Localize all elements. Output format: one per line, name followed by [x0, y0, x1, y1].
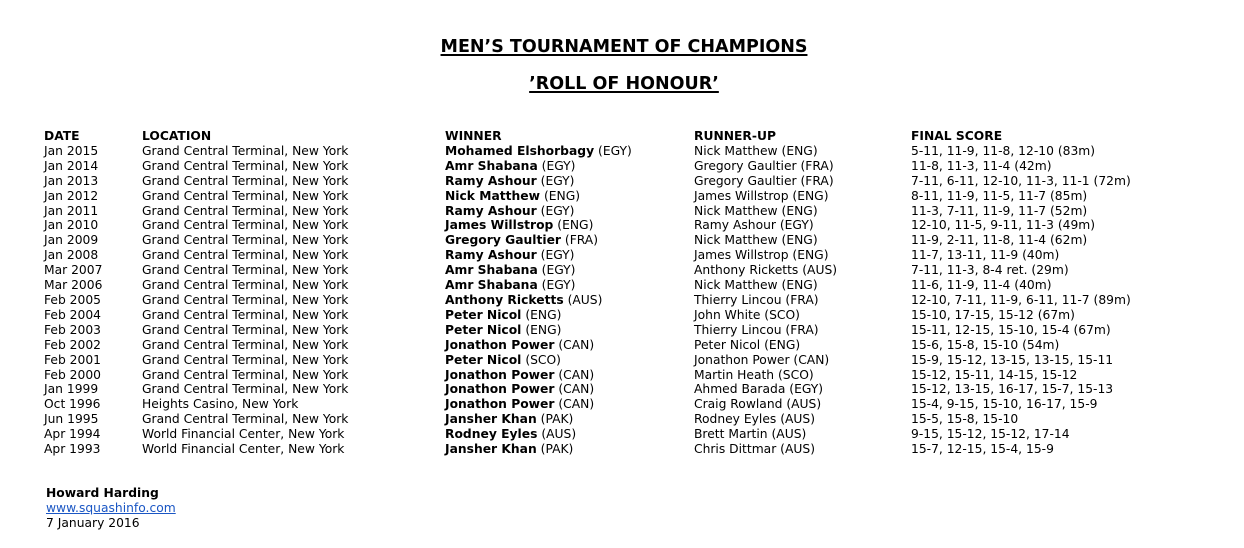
winner-cell — [445, 338, 694, 353]
date-cell: Feb 2001 — [44, 352, 101, 367]
table-row — [44, 442, 1151, 457]
date-cell: Apr 1993 — [44, 442, 101, 457]
winner-country: (ENG) — [525, 307, 562, 322]
winner-cell — [445, 308, 694, 323]
winner-cell — [445, 382, 694, 397]
runner-up-cell: Rodney Eyles (AUS) — [694, 412, 816, 427]
final-score-cell: 5-11, 11-9, 11-8, 12-10 (83m) — [911, 143, 1096, 158]
table-row — [44, 427, 1151, 442]
winner-cell — [445, 442, 694, 457]
roll-of-honour-table — [44, 129, 1151, 457]
winner-country: (EGY) — [540, 173, 575, 188]
header-final-score: FINAL SCORE — [911, 129, 1003, 143]
runner-up-cell: James Willstrop (ENG) — [694, 248, 829, 263]
winner-name: Ramy Ashour — [445, 203, 537, 218]
footer — [46, 486, 176, 531]
table-row — [44, 159, 1151, 174]
winner-country: (EGY) — [541, 278, 576, 293]
runner-up-cell: Brett Martin (AUS) — [694, 427, 807, 442]
final-score-cell: 8-11, 11-9, 11-5, 11-7 (85m) — [911, 188, 1088, 203]
winner-country: (AUS) — [541, 427, 577, 442]
winner-cell — [445, 159, 694, 174]
table-body — [44, 144, 1151, 457]
author-name: Howard Harding — [46, 486, 159, 500]
runner-up-cell: Chris Dittmar (AUS) — [694, 442, 815, 457]
location-cell: World Financial Center, New York — [142, 427, 345, 442]
winner-country: (AUS) — [567, 292, 603, 307]
final-score-cell: 9-15, 15-12, 15-12, 17-14 — [911, 427, 1070, 442]
table-row — [44, 338, 1151, 353]
page-title: MEN’S TOURNAMENT OF CHAMPIONS — [440, 37, 808, 57]
table-row — [44, 233, 1151, 248]
winner-cell — [445, 233, 694, 248]
date-cell: Jan 2010 — [44, 218, 99, 233]
winner-name: Rodney Eyles — [445, 427, 538, 442]
winner-name: Jonathon Power — [445, 337, 555, 352]
winner-country: (EGY) — [540, 248, 575, 263]
winner-name: James Willstrop — [445, 218, 554, 233]
location-cell: Heights Casino, New York — [142, 397, 299, 412]
date-cell: Jun 1995 — [44, 412, 99, 427]
final-score-cell: 12-10, 7-11, 11-9, 6-11, 11-7 (89m) — [911, 292, 1131, 307]
winner-cell — [445, 368, 694, 383]
runner-up-cell: Anthony Ricketts (AUS) — [694, 263, 838, 278]
winner-cell — [445, 412, 694, 427]
table-row — [44, 174, 1151, 189]
winner-country: (EGY) — [541, 263, 576, 278]
date-cell: Jan 2013 — [44, 173, 99, 188]
date-cell: Jan 2012 — [44, 188, 99, 203]
runner-up-cell: Ramy Ashour (EGY) — [694, 218, 814, 233]
location-cell: Grand Central Terminal, New York — [142, 188, 349, 203]
location-cell: Grand Central Terminal, New York — [142, 292, 349, 307]
location-cell: Grand Central Terminal, New York — [142, 173, 349, 188]
header-date: DATE — [44, 129, 80, 143]
location-cell: Grand Central Terminal, New York — [142, 322, 349, 337]
table-row — [44, 353, 1151, 368]
location-cell: Grand Central Terminal, New York — [142, 352, 349, 367]
table-row — [44, 323, 1151, 338]
location-cell: Grand Central Terminal, New York — [142, 203, 349, 218]
final-score-cell: 7-11, 6-11, 12-10, 11-3, 11-1 (72m) — [911, 173, 1131, 188]
date-cell: Mar 2007 — [44, 263, 103, 278]
table-row — [44, 308, 1151, 323]
winner-cell — [445, 204, 694, 219]
location-cell: Grand Central Terminal, New York — [142, 382, 349, 397]
date-cell: Feb 2003 — [44, 322, 101, 337]
final-score-cell: 15-12, 15-11, 14-15, 15-12 — [911, 367, 1078, 382]
winner-country: (CAN) — [558, 367, 595, 382]
location-cell: Grand Central Terminal, New York — [142, 233, 349, 248]
winner-name: Jansher Khan — [445, 412, 537, 427]
table-row — [44, 204, 1151, 219]
final-score-cell: 11-6, 11-9, 11-4 (40m) — [911, 278, 1052, 293]
winner-country: (PAK) — [540, 442, 574, 457]
table-row — [44, 144, 1151, 159]
location-cell: Grand Central Terminal, New York — [142, 278, 349, 293]
winner-name: Jonathon Power — [445, 382, 555, 397]
winner-cell — [445, 248, 694, 263]
winner-name: Anthony Ricketts — [445, 292, 564, 307]
final-score-cell: 15-4, 9-15, 15-10, 16-17, 15-9 — [911, 397, 1098, 412]
winner-cell — [445, 189, 694, 204]
winner-name: Jonathon Power — [445, 367, 555, 382]
date-cell: Jan 2011 — [44, 203, 99, 218]
runner-up-cell: John White (SCO) — [694, 307, 800, 322]
table-row — [44, 412, 1151, 427]
table-row — [44, 263, 1151, 278]
winner-country: (EGY) — [541, 158, 576, 173]
date-cell: Jan 2008 — [44, 248, 99, 263]
winner-cell — [445, 174, 694, 189]
winner-cell — [445, 293, 694, 308]
winner-name: Ramy Ashour — [445, 173, 537, 188]
date-cell: Feb 2004 — [44, 307, 101, 322]
winner-cell — [445, 353, 694, 368]
location-cell: Grand Central Terminal, New York — [142, 158, 349, 173]
winner-country: (ENG) — [525, 322, 562, 337]
publish-date: 7 January 2016 — [46, 516, 140, 530]
final-score-cell: 15-10, 17-15, 15-12 (67m) — [911, 307, 1075, 322]
winner-country: (EGY) — [540, 203, 575, 218]
winner-name: Jonathon Power — [445, 397, 555, 412]
winner-name: Peter Nicol — [445, 307, 522, 322]
header-location: LOCATION — [142, 129, 212, 143]
table-header-row — [44, 129, 1151, 144]
runner-up-cell: Martin Heath (SCO) — [694, 367, 814, 382]
location-cell: Grand Central Terminal, New York — [142, 263, 349, 278]
winner-country: (EGY) — [598, 143, 632, 158]
final-score-cell: 12-10, 11-5, 9-11, 11-3 (49m) — [911, 218, 1096, 233]
winner-country: (PAK) — [540, 412, 574, 427]
date-cell: Feb 2000 — [44, 367, 101, 382]
table-row — [44, 368, 1151, 383]
winner-name: Amr Shabana — [445, 158, 538, 173]
winner-name: Peter Nicol — [445, 322, 522, 337]
final-score-cell: 15-7, 12-15, 15-4, 15-9 — [911, 442, 1054, 457]
runner-up-cell: Gregory Gaultier (FRA) — [694, 158, 834, 173]
table-row — [44, 278, 1151, 293]
winner-country: (ENG) — [543, 188, 581, 203]
date-cell: Feb 2002 — [44, 337, 101, 352]
winner-name: Mohamed Elshorbagy — [445, 143, 595, 158]
winner-cell — [445, 323, 694, 338]
final-score-cell: 11-7, 13-11, 11-9 (40m) — [911, 248, 1060, 263]
winner-name: Peter Nicol — [445, 352, 522, 367]
page-subtitle: ’ROLL OF HONOUR’ — [529, 74, 719, 94]
winner-name: Nick Matthew — [445, 188, 541, 203]
location-cell: Grand Central Terminal, New York — [142, 337, 349, 352]
winner-cell — [445, 144, 694, 159]
date-cell: Oct 1996 — [44, 397, 101, 412]
final-score-cell: 7-11, 11-3, 8-4 ret. (29m) — [911, 263, 1069, 278]
runner-up-cell: Craig Rowland (AUS) — [694, 397, 822, 412]
date-cell: Jan 2015 — [44, 143, 99, 158]
winner-country: (CAN) — [558, 397, 595, 412]
date-cell: Feb 2005 — [44, 292, 101, 307]
location-cell: Grand Central Terminal, New York — [142, 143, 349, 158]
table-row — [44, 189, 1151, 204]
final-score-cell: 15-11, 12-15, 15-10, 15-4 (67m) — [911, 322, 1111, 337]
date-cell: Jan 2014 — [44, 158, 99, 173]
runner-up-cell: Peter Nicol (ENG) — [694, 337, 801, 352]
winner-name: Jansher Khan — [445, 442, 537, 457]
winner-name: Amr Shabana — [445, 263, 538, 278]
winner-country: (CAN) — [558, 382, 595, 397]
final-score-cell: 15-12, 13-15, 16-17, 15-7, 15-13 — [911, 382, 1114, 397]
date-cell: Jan 1999 — [44, 382, 99, 397]
runner-up-cell: Thierry Lincou (FRA) — [694, 322, 819, 337]
date-cell: Mar 2006 — [44, 278, 103, 293]
location-cell: Grand Central Terminal, New York — [142, 412, 349, 427]
date-cell: Apr 1994 — [44, 427, 101, 442]
runner-up-cell: Nick Matthew (ENG) — [694, 233, 818, 248]
table-row — [44, 218, 1151, 233]
winner-country: (FRA) — [564, 233, 599, 248]
runner-up-cell: Nick Matthew (ENG) — [694, 203, 818, 218]
final-score-cell: 15-6, 15-8, 15-10 (54m) — [911, 337, 1060, 352]
runner-up-cell: Jonathon Power (CAN) — [694, 352, 830, 367]
runner-up-cell: Nick Matthew (ENG) — [694, 278, 818, 293]
location-cell: World Financial Center, New York — [142, 442, 345, 457]
winner-name: Gregory Gaultier — [445, 233, 561, 248]
final-score-cell: 15-9, 15-12, 13-15, 13-15, 15-11 — [911, 352, 1114, 367]
winner-name: Amr Shabana — [445, 278, 538, 293]
runner-up-cell: Nick Matthew (ENG) — [694, 143, 818, 158]
location-cell: Grand Central Terminal, New York — [142, 218, 349, 233]
website-link[interactable]: www.squashinfo.com — [46, 501, 176, 515]
winner-cell — [445, 278, 694, 293]
date-cell: Jan 2009 — [44, 233, 99, 248]
winner-country: (SCO) — [525, 352, 561, 367]
location-cell: Grand Central Terminal, New York — [142, 307, 349, 322]
final-score-cell: 11-9, 2-11, 11-8, 11-4 (62m) — [911, 233, 1088, 248]
runner-up-cell: James Willstrop (ENG) — [694, 188, 829, 203]
winner-country: (ENG) — [557, 218, 594, 233]
final-score-cell: 15-5, 15-8, 15-10 — [911, 412, 1019, 427]
runner-up-cell: Ahmed Barada (EGY) — [694, 382, 824, 397]
winner-cell — [445, 263, 694, 278]
table-row — [44, 397, 1151, 412]
winner-country: (CAN) — [558, 337, 595, 352]
final-score-cell: 11-3, 7-11, 11-9, 11-7 (52m) — [911, 203, 1088, 218]
final-score-cell: 11-8, 11-3, 11-4 (42m) — [911, 158, 1052, 173]
header-winner: WINNER — [445, 129, 502, 143]
winner-name: Ramy Ashour — [445, 248, 537, 263]
runner-up-cell: Thierry Lincou (FRA) — [694, 292, 819, 307]
winner-cell — [445, 427, 694, 442]
table-row — [44, 293, 1151, 308]
location-cell: Grand Central Terminal, New York — [142, 367, 349, 382]
winner-cell — [445, 218, 694, 233]
table-row — [44, 382, 1151, 397]
location-cell: Grand Central Terminal, New York — [142, 248, 349, 263]
winner-cell — [445, 397, 694, 412]
table-row — [44, 248, 1151, 263]
header-runner-up: RUNNER-UP — [694, 129, 777, 143]
runner-up-cell: Gregory Gaultier (FRA) — [694, 173, 834, 188]
